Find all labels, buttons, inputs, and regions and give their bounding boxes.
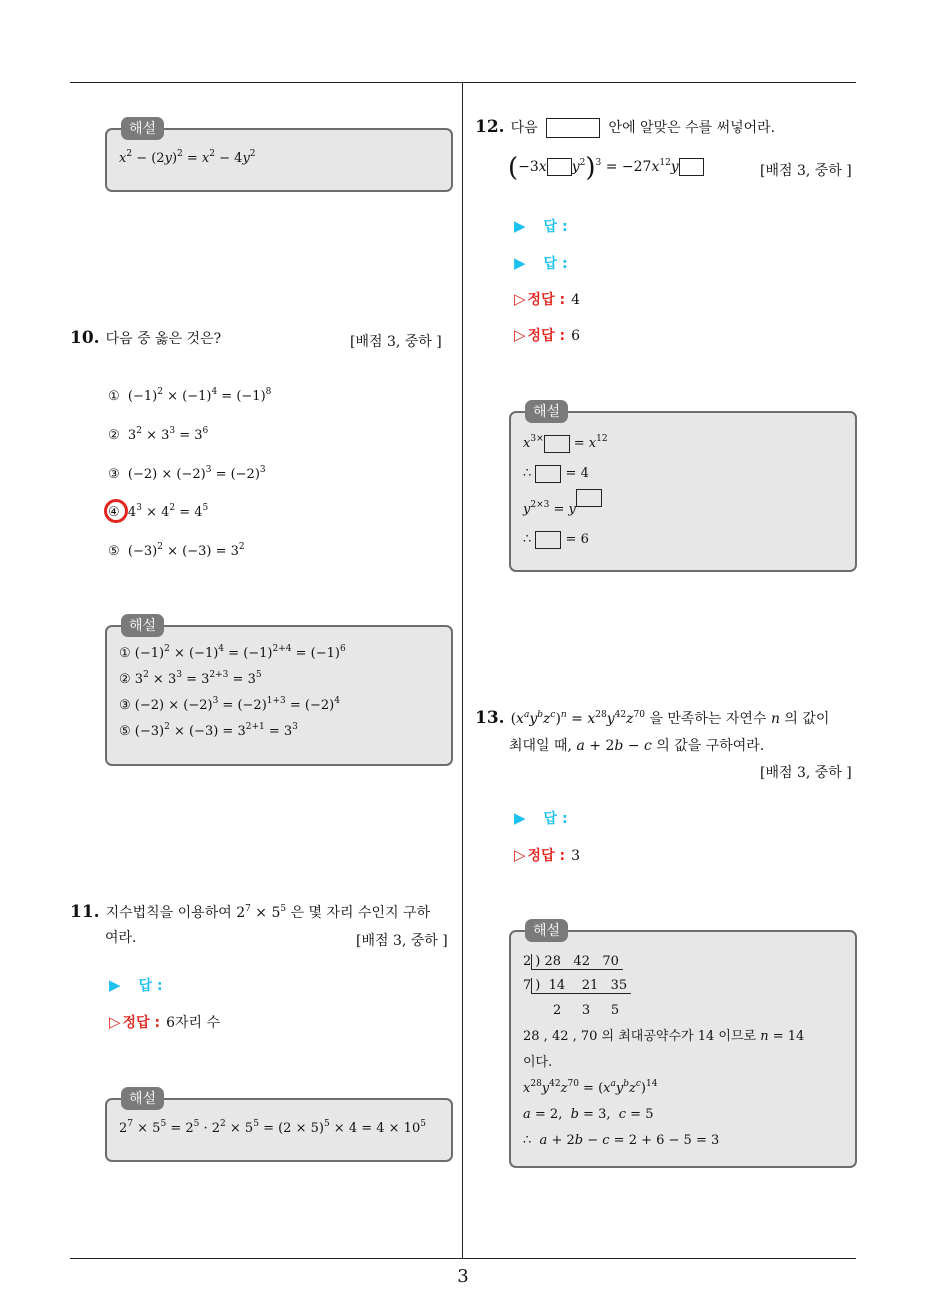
q13-explain-identity: $x^{28}y^{42}z^{70} = (x^ay^bz^c)^{14}$ [523,1079,658,1096]
q12-explain-line-3: $y^{2\times 3} = y$ [523,489,843,525]
q9-explain-line: $x^2 - (2y)^2 = x^2 - 4y^2$ [119,149,256,166]
play-icon: ▶ [514,217,526,235]
q11-question [70,902,430,923]
hollow-triangle-icon: ▷ [514,290,526,308]
q10-text: 다음 중 옳은 것은? [105,331,222,347]
q12-answer-row-2[interactable] [514,253,568,273]
q11-number: 11. [70,902,100,922]
q10-choice-4[interactable] [108,505,208,520]
q13-meta: [배점 3, 중하 ] [760,765,852,781]
choice-text: $4^3 \times 4^2 = 4^5$ [127,503,209,520]
explain-tab: 해설 [121,614,164,637]
correct-label: 정답 : [122,1015,161,1031]
hollow-triangle-icon: ▷ [109,1013,121,1031]
q10-meta: [배점 3, 중하 ] [350,334,442,350]
choice-text: $(-2) \times (-2)^3 = (-2)^3$ [127,465,266,482]
explain-tab: 해설 [525,919,568,942]
answer-label: 답 : [543,811,568,827]
answer-label: 답 : [543,219,568,235]
hollow-triangle-icon: ▷ [514,846,526,864]
q10-choice-5[interactable] [108,544,245,559]
q13-division-row-1: 2 ) 28 42 70 [523,954,624,969]
q12-meta: [배점 3, 중하 ] [760,163,852,179]
q12-number: 12. [475,117,505,137]
q12-answer-row-1[interactable] [514,216,568,236]
q13-division-row-2: 7 ) 14 21 35 [523,978,632,993]
hollow-triangle-icon: ▷ [514,326,526,344]
column-divider [462,82,463,1258]
q13-number: 13. [475,708,505,728]
choice-marker: ③ [108,467,120,482]
blank-box [535,531,561,549]
correct-label: 정답 : [527,292,566,308]
q13-question [475,708,829,729]
correct-label: 정답 : [527,328,566,344]
q10-question [70,328,221,349]
q11-answer-row[interactable] [109,975,163,995]
q13-division-row-3: 2 3 5 [553,1003,620,1018]
q12-text-post: 안에 알맞은 수를 써넣어라. [608,120,776,136]
explain-tab: 해설 [525,400,568,423]
play-icon: ▶ [109,976,121,994]
explain-tab: 해설 [121,1087,164,1110]
q12-correct-row-1 [514,289,580,309]
q13-text-line1: $(x^ay^bz^c)^n = x^{28}y^{42}z^{70}$ 을 만족하는 자연수 n 의 값이 [510,710,830,727]
q13-explain-box [509,923,857,1168]
q11-correct-row [109,1012,220,1032]
choice-marker: ⑤ [108,544,120,559]
correct-value: 3 [571,848,580,864]
play-icon: ▶ [514,809,526,827]
q10-explain-line-4: ⑤ $(-3)^2 \times (-3) = 3^{2+1} = 3^3$ [119,722,298,739]
choice-marker: ② [108,428,120,443]
q10-explain-line-3: ③ $(-2) \times (-2)^3 = (-2)^{1+3} = (-2)^4$ [119,696,340,713]
exponent-blank-1[interactable] [547,158,572,176]
q12-explain-line-1: $x^{3\times} = x^{12}$ [523,434,608,451]
correct-value: 6자리 수 [166,1015,221,1031]
exponent-blank-2[interactable] [679,158,704,176]
q11-explain-box [105,1091,453,1162]
q10-explain-line-2: ② $3^2 \times 3^3 = 3^{2+3} = 3^5$ [119,670,262,687]
choice-text: $3^2 \times 3^3 = 3^6$ [127,426,209,443]
choice-marker: ① [108,389,120,404]
q13-correct-row [514,845,580,865]
top-rule [70,82,856,83]
blank-box [535,465,561,483]
page-number: 3 [457,1266,469,1287]
q12-correct-row-2 [514,325,580,345]
q13-text-line2: 최대일 때, a + 2b − c 의 값을 구하여라. [509,738,765,754]
q13-explain-gcd: 28 , 42 , 70 의 최대공약수가 14 이므로 n = 14 [523,1029,805,1044]
q11-text-line1: 지수법칙을 이용하여 $2^7 \times 5^5$ 은 몇 자리 수인지 구하 [105,904,431,921]
q10-explain-box [105,618,453,766]
q12-explain-box [509,404,857,572]
q13-explain-gcd-cont: 이다. [523,1055,553,1070]
q13-explain-values: a = 2, b = 3, c = 5 [523,1107,654,1122]
q10-choice-1[interactable] [108,389,271,404]
q10-explain-line-1: ① $(-1)^2 \times (-1)^4 = (-1)^{2+4} = (-1)^6$ [119,644,346,661]
answer-blank[interactable] [546,118,600,138]
blank-box [544,435,570,453]
q12-question [475,117,775,138]
q10-choice-2[interactable] [108,428,208,443]
q12-explain-line-4: ∴ = 6 [523,532,589,547]
q13-explain-result: ∴ a + 2b − c = 2 + 6 − 5 = 3 [523,1133,720,1148]
q11-explain-line: $2^7 \times 5^5 = 2^5 \cdot 2^2 \times 5^5 = (2 \times 5)^5 \times 4 = 4 \times 10^5$ [119,1119,426,1136]
correct-label: 정답 : [527,848,566,864]
correct-value: 6 [571,328,580,344]
q13-answer-row[interactable] [514,808,568,828]
q9-explain-box [105,121,453,192]
bottom-rule [70,1258,856,1259]
answer-label: 답 : [543,256,568,272]
q12-explain-line-2: ∴ = 4 [523,466,589,481]
q10-number: 10. [70,328,100,348]
q10-choice-3[interactable] [108,467,266,482]
answer-label: 답 : [138,978,163,994]
q12-equation: (−3x $y^2)^3 = -27x^{12}y$ [508,157,704,178]
explain-tab: 해설 [121,117,164,140]
blank-box [576,489,602,507]
correct-value: 4 [571,292,580,308]
play-icon: ▶ [514,254,526,272]
q12-text-pre: 다음 [510,120,538,136]
choice-text: $(-1)^2 \times (-1)^4 = (-1)^8$ [127,387,272,404]
q11-meta: [배점 3, 중하 ] [356,933,448,949]
choice-marker: ④ [108,505,120,520]
q11-text-line2: 여라. [105,930,137,946]
choice-text: $(-3)^2 \times (-3) = 3^2$ [127,542,245,559]
